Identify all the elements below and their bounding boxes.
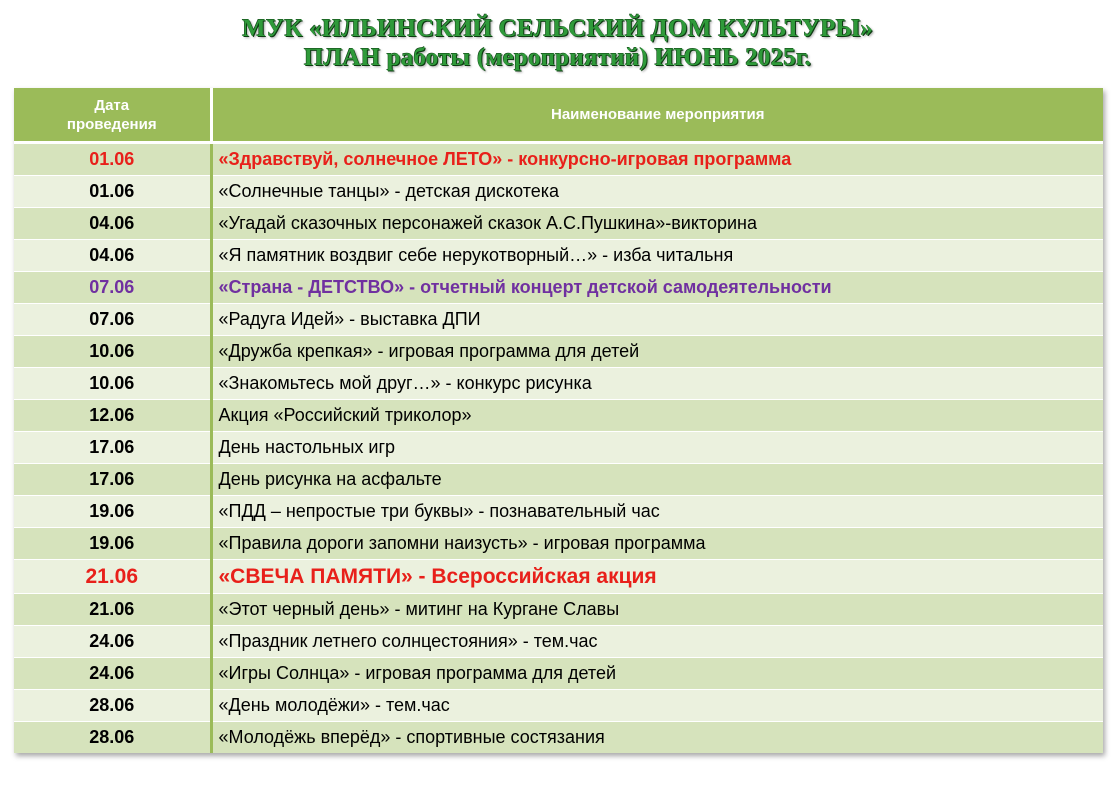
- table-row: [14, 496, 1103, 528]
- event-date-cell: 10.06: [14, 368, 211, 400]
- event-date-cell: 01.06: [14, 176, 211, 208]
- table-row: [14, 432, 1103, 464]
- table-body: [14, 143, 1103, 754]
- date-header-line2: проведения: [66, 115, 157, 133]
- event-date-cell: 07.06: [14, 272, 211, 304]
- event-name-cell: «Солнечные танцы» - детская дискотека: [211, 176, 1103, 208]
- title-plan: ПЛАН работы (мероприятий) ИЮНЬ 2025г.: [303, 44, 812, 71]
- date-header-line1: Дата: [94, 96, 130, 114]
- table-row: [14, 143, 1103, 176]
- event-name-cell: «Праздник летнего солнцестояния» - тем.час: [211, 626, 1103, 658]
- table-row: [14, 400, 1103, 432]
- event-date-cell: 17.06: [14, 432, 211, 464]
- event-date-cell: 21.06: [14, 560, 211, 594]
- table-row: [14, 594, 1103, 626]
- table-row: [14, 176, 1103, 208]
- date-column-header: [14, 88, 211, 143]
- event-name-cell: «Игры Солнца» - игровая программа для детей: [211, 658, 1103, 690]
- event-date-cell: 21.06: [14, 594, 211, 626]
- table-row: [14, 658, 1103, 690]
- event-date-cell: 01.06: [14, 143, 211, 176]
- event-name-cell: «Здравствуй, солнечное ЛЕТО» - конкурсно-игровая программа: [211, 143, 1103, 176]
- event-date-cell: 17.06: [14, 464, 211, 496]
- event-name-cell: «День молодёжи» - тем.час: [211, 690, 1103, 722]
- table-row: [14, 528, 1103, 560]
- table-row: [14, 560, 1103, 594]
- events-table: [14, 88, 1103, 753]
- table-header-row: [14, 88, 1103, 143]
- name-column-header: Наименование мероприятия: [211, 88, 1103, 143]
- event-date-cell: 12.06: [14, 400, 211, 432]
- event-name-cell: «Страна - ДЕТСТВО» - отчетный концерт детской самодеятельности: [211, 272, 1103, 304]
- event-date-cell: 04.06: [14, 208, 211, 240]
- table-row: [14, 272, 1103, 304]
- event-name-cell: «Знакомьтесь мой друг…» - конкурс рисунка: [211, 368, 1103, 400]
- table-row: [14, 626, 1103, 658]
- table-row: [14, 722, 1103, 754]
- table-row: [14, 690, 1103, 722]
- event-name-cell: День рисунка на асфальте: [211, 464, 1103, 496]
- event-name-cell: «ПДД – непростые три буквы» - познавательный час: [211, 496, 1103, 528]
- title-organization: МУК «ИЛЬИНСКИЙ СЕЛЬСКИЙ ДОМ КУЛЬТУРЫ»: [241, 15, 874, 42]
- event-name-cell: День настольных игр: [211, 432, 1103, 464]
- event-date-cell: 19.06: [14, 528, 211, 560]
- event-name-cell: «Молодёжь вперёд» - спортивные состязания: [211, 722, 1103, 754]
- event-date-cell: 19.06: [14, 496, 211, 528]
- event-name-cell: «Радуга Идей» - выставка ДПИ: [211, 304, 1103, 336]
- event-name-cell: «Я памятник воздвиг себе нерукотворный…» - изба читальня: [211, 240, 1103, 272]
- event-date-cell: 28.06: [14, 722, 211, 754]
- table-row: [14, 368, 1103, 400]
- event-date-cell: 28.06: [14, 690, 211, 722]
- event-date-cell: 07.06: [14, 304, 211, 336]
- event-date-cell: 24.06: [14, 626, 211, 658]
- table-row: [14, 336, 1103, 368]
- table-row: [14, 240, 1103, 272]
- table-row: [14, 304, 1103, 336]
- event-date-cell: 10.06: [14, 336, 211, 368]
- event-date-cell: 24.06: [14, 658, 211, 690]
- document-title: [0, 14, 1115, 72]
- event-name-cell: «Правила дороги запомни наизусть» - игровая программа: [211, 528, 1103, 560]
- table-row: [14, 208, 1103, 240]
- event-name-cell: «Угадай сказочных персонажей сказок А.С.Пушкина»-викторина: [211, 208, 1103, 240]
- table-row: [14, 464, 1103, 496]
- event-name-cell: «СВЕЧА ПАМЯТИ» - Всероссийская акция: [211, 560, 1103, 594]
- event-name-cell: «Дружба крепкая» - игровая программа для детей: [211, 336, 1103, 368]
- event-name-cell: Акция «Российский триколор»: [211, 400, 1103, 432]
- event-name-cell: «Этот черный день» - митинг на Кургане Славы: [211, 594, 1103, 626]
- event-date-cell: 04.06: [14, 240, 211, 272]
